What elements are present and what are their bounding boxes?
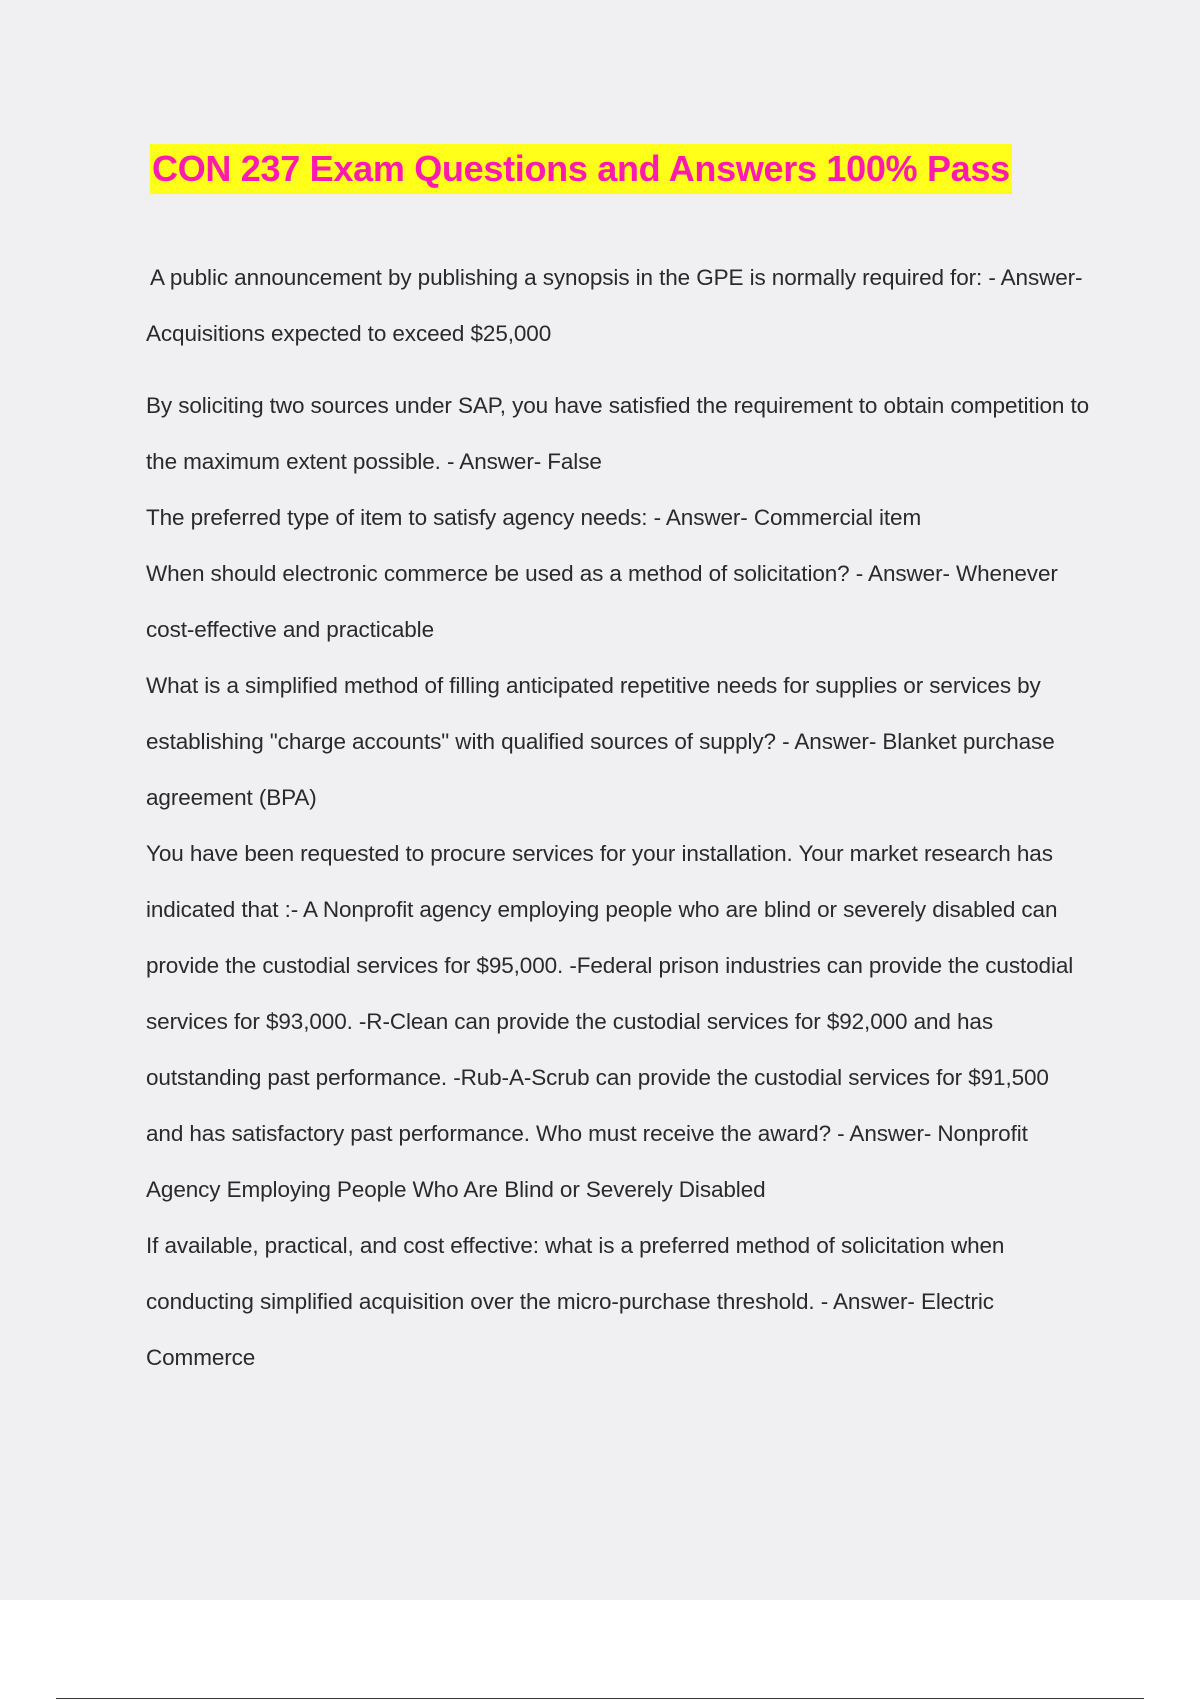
document-title: CON 237 Exam Questions and Answers 100% Pass (152, 148, 1010, 189)
qa-item: What is a simplified method of filling anticipated repetitive needs for supplies or services by establishing "charge accounts" with qualified sources of supply? - Answer- Blanket purchase agreement (BPA) (146, 673, 1055, 810)
qa-list (146, 250, 1091, 1386)
page-divider (56, 1698, 1144, 1699)
qa-item: If available, practical, and cost effective: what is a preferred method of solicitation when conducting simplified acquisition over the micro-purchase threshold. - Answer- Electric Commerce (146, 1233, 1005, 1370)
qa-item: The preferred type of item to satisfy agency needs: - Answer- Commercial item (146, 505, 922, 530)
qa-item: When should electronic commerce be used as a method of solicitation? - Answer- Whenever cost-effective and practicable (146, 561, 1058, 642)
qa-item: You have been requested to procure services for your installation. Your market research has indicated that :- A Nonprofit agency employing people who are blind or severely disabled can provide the custodial services for $95,000. -Federal prison industries can provide the custodial services for $93,000. -R-Clean can provide the custodial services for $92,000 and has outstanding past performance. -Rub-A-Scrub can provide the custodial services for $91,500 and has satisfactory past performance. Who must receive the award? - Answer- Nonprofit Agency Employing People Who Are Blind or Severely Disabled (146, 841, 1074, 1202)
qa-item: By soliciting two sources under SAP, you have satisfied the requirement to obtain competition to the maximum extent possible. - Answer- False (146, 393, 1090, 474)
title-highlight (150, 144, 1012, 194)
qa-item: A public announcement by publishing a synopsis in the GPE is normally required for: - Answer- Acquisitions expected to exceed $25,000 (146, 265, 1083, 346)
